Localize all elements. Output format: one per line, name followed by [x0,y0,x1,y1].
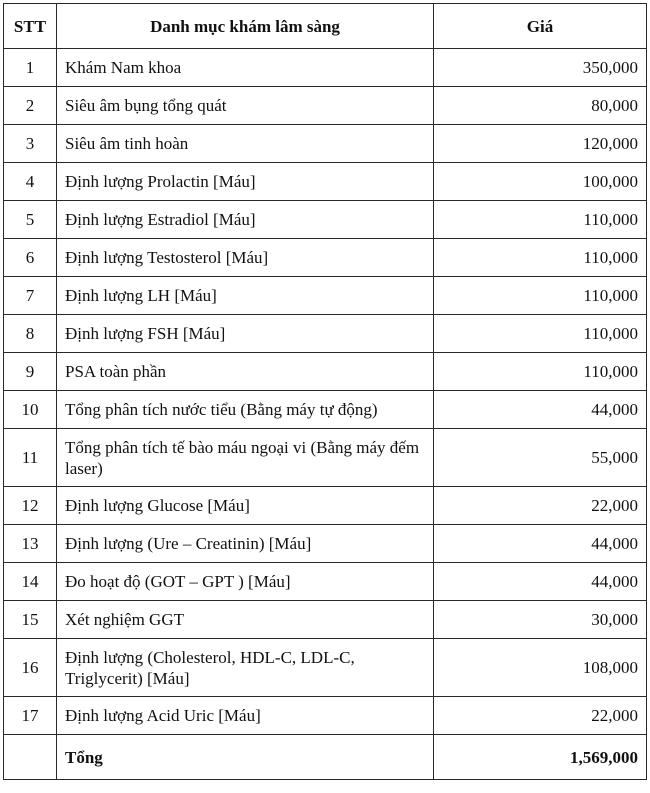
row-price: 80,000 [434,87,647,125]
row-stt: 8 [4,315,57,353]
row-name: Định lượng Prolactin [Máu] [57,163,434,201]
table-row [4,163,647,201]
row-stt: 17 [4,697,57,735]
row-price: 44,000 [434,563,647,601]
table-row [4,563,647,601]
total-stt-cell [4,735,57,780]
table-row [4,429,647,487]
table-row [4,201,647,239]
header-stt: STT [4,4,57,49]
table-row [4,315,647,353]
row-price: 22,000 [434,697,647,735]
row-stt: 2 [4,87,57,125]
table-row [4,125,647,163]
table-row [4,353,647,391]
row-price: 110,000 [434,353,647,391]
table-row [4,487,647,525]
row-stt: 5 [4,201,57,239]
row-stt: 9 [4,353,57,391]
row-name: Định lượng Glucose [Máu] [57,487,434,525]
row-price: 110,000 [434,201,647,239]
header-item: Danh mục khám lâm sàng [57,4,434,49]
row-stt: 6 [4,239,57,277]
table-row [4,391,647,429]
row-name: Siêu âm bụng tổng quát [57,87,434,125]
row-name: Đo hoạt độ (GOT – GPT ) [Máu] [57,563,434,601]
row-name: Định lượng Acid Uric [Máu] [57,697,434,735]
row-price: 110,000 [434,277,647,315]
table-row [4,697,647,735]
row-stt: 12 [4,487,57,525]
row-price: 110,000 [434,239,647,277]
total-value: 1,569,000 [434,735,647,780]
row-price: 44,000 [434,391,647,429]
row-price: 44,000 [434,525,647,563]
row-name: Xét nghiệm GGT [57,601,434,639]
row-name: Định lượng LH [Máu] [57,277,434,315]
table-row [4,525,647,563]
row-name: PSA toàn phần [57,353,434,391]
row-name: Tổng phân tích tế bào máu ngoại vi (Bằng máy đếm laser) [57,429,434,487]
row-stt: 14 [4,563,57,601]
row-stt: 3 [4,125,57,163]
row-name: Siêu âm tinh hoàn [57,125,434,163]
row-stt: 15 [4,601,57,639]
row-name: Định lượng Estradiol [Máu] [57,201,434,239]
row-price: 30,000 [434,601,647,639]
table-row [4,277,647,315]
table-row [4,87,647,125]
row-name: Khám Nam khoa [57,49,434,87]
row-stt: 7 [4,277,57,315]
total-label: Tổng [57,735,434,780]
table-row [4,639,647,697]
price-table [3,3,647,780]
row-name: Định lượng FSH [Máu] [57,315,434,353]
row-price: 108,000 [434,639,647,697]
row-stt: 10 [4,391,57,429]
header-price: Giá [434,4,647,49]
table-header-row [4,4,647,49]
row-stt: 16 [4,639,57,697]
row-price: 110,000 [434,315,647,353]
row-name: Định lượng Testosterol [Máu] [57,239,434,277]
row-name: Định lượng (Ure – Creatinin) [Máu] [57,525,434,563]
row-price: 22,000 [434,487,647,525]
table-row [4,239,647,277]
row-stt: 1 [4,49,57,87]
table-row [4,49,647,87]
row-stt: 4 [4,163,57,201]
total-row [4,735,647,780]
row-price: 55,000 [434,429,647,487]
row-name: Định lượng (Cholesterol, HDL-C, LDL-C, Triglycerit) [Máu] [57,639,434,697]
table-row [4,601,647,639]
row-price: 350,000 [434,49,647,87]
row-stt: 11 [4,429,57,487]
row-price: 120,000 [434,125,647,163]
row-price: 100,000 [434,163,647,201]
row-name: Tổng phân tích nước tiểu (Bằng máy tự động) [57,391,434,429]
row-stt: 13 [4,525,57,563]
